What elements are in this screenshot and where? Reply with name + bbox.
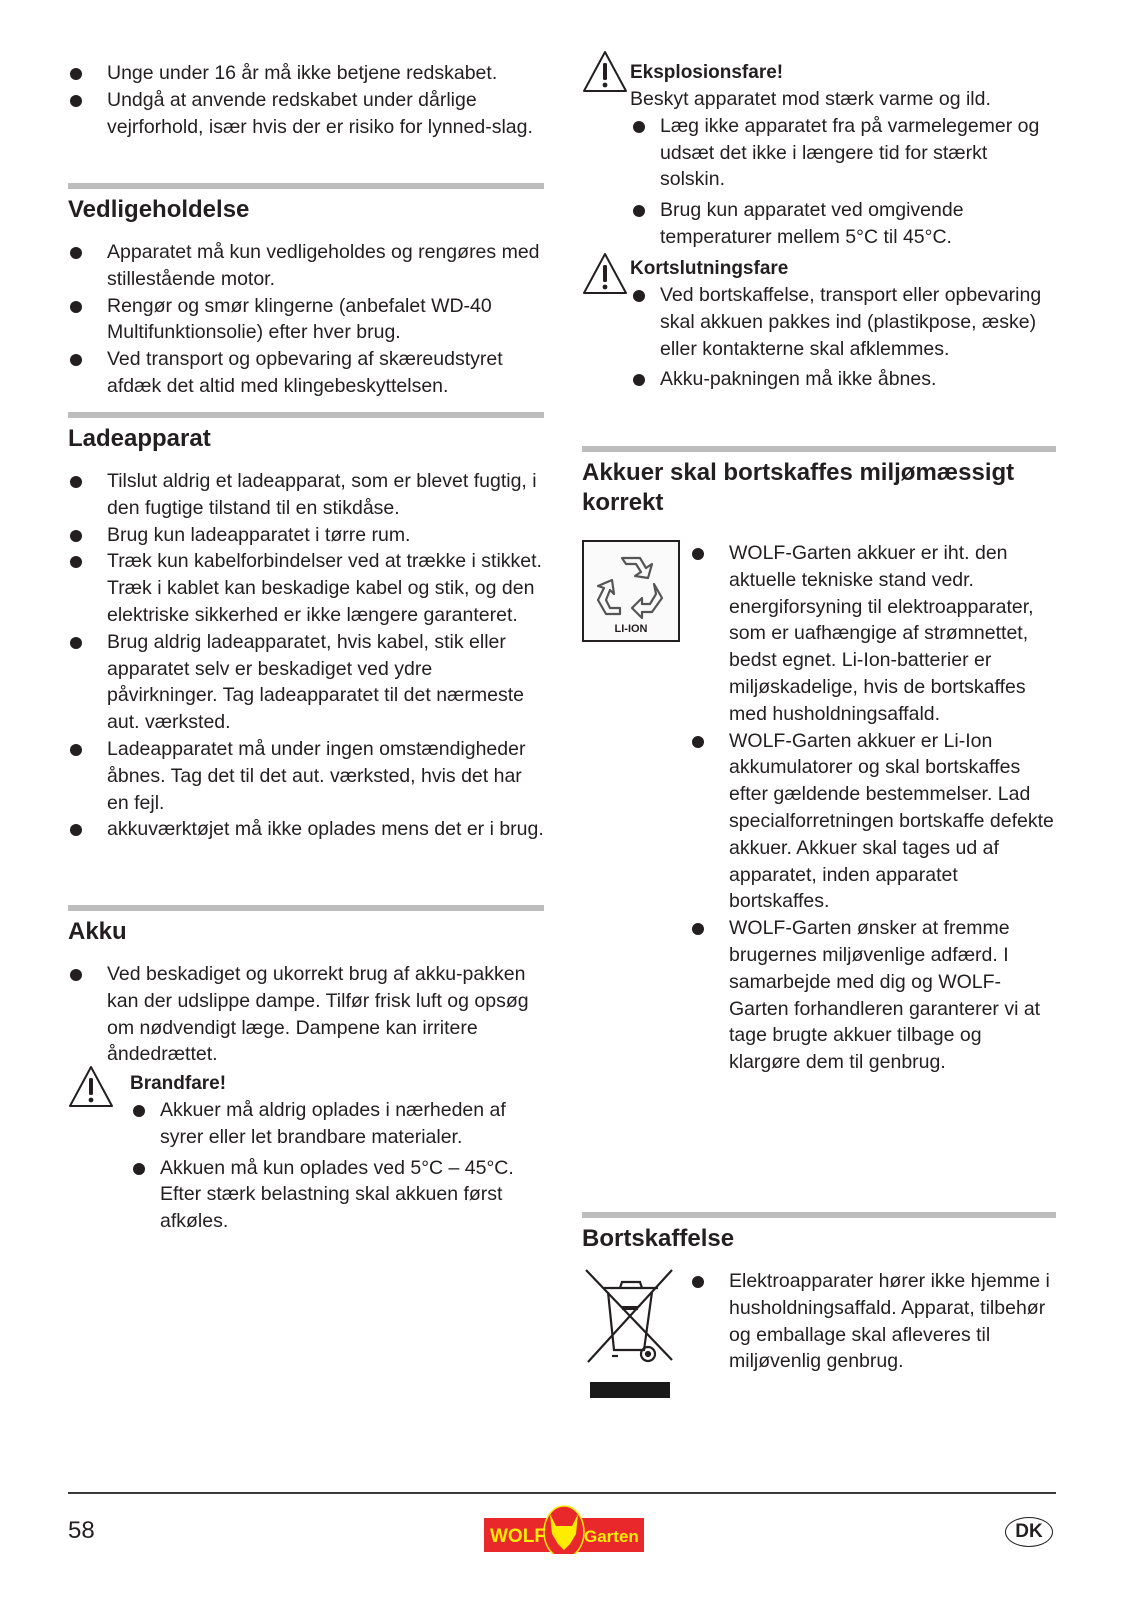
warning-title: Kortslutningsfare bbox=[630, 258, 789, 279]
bullet-icon bbox=[133, 1163, 145, 1175]
warning-title: Brandfare! bbox=[130, 1073, 227, 1094]
intro-section bbox=[68, 60, 544, 140]
bullet-icon bbox=[633, 121, 645, 133]
list-item: Ladeapparatet må under ingen omstændigheder åbnes. Tag det til det aut. værksted, hvis det har en fejl. bbox=[68, 736, 544, 816]
list-item: Akku-pakningen må ikke åbnes. bbox=[630, 366, 1056, 393]
bullet-icon bbox=[70, 744, 82, 756]
warning-lead-text: Beskyt apparatet mod stærk varme og ild. bbox=[630, 88, 991, 110]
bullet-icon bbox=[70, 354, 82, 366]
warning-bullet-list bbox=[630, 113, 1056, 251]
logo-wolf-text: WOLF bbox=[490, 1526, 546, 1547]
section-heading: Akkuer skal bortskaffes miljømæssigt korrekt bbox=[582, 459, 1015, 516]
section-heading: Akku bbox=[68, 918, 127, 945]
section-divider bbox=[68, 183, 544, 189]
bullet-icon bbox=[70, 969, 82, 981]
bullet-icon bbox=[692, 736, 704, 748]
section-heading: Vedligeholdelse bbox=[68, 196, 250, 223]
list-item: Brug kun apparatet ved omgivende temperaturer mellem 5°C til 45°C. bbox=[630, 197, 1056, 251]
bullet-icon bbox=[70, 95, 82, 107]
bullet-icon bbox=[70, 824, 82, 836]
bullet-icon bbox=[633, 205, 645, 217]
list-item: akkuværktøjet må ikke oplades mens det er i brug. bbox=[68, 816, 544, 843]
bullet-list bbox=[68, 961, 544, 1068]
bullet-icon bbox=[692, 548, 704, 560]
language-badge: DK bbox=[1005, 1517, 1053, 1547]
page-number: 58 bbox=[68, 1517, 95, 1544]
bullet-list bbox=[68, 239, 544, 400]
crossed-out-wheelie-bin-icon bbox=[582, 1268, 678, 1398]
list-item: Træk kun kabelforbindelser ved at trække i stikket. Træk i kablet kan beskadige kabel og stik, og den elektriske sikkerhed er ikke længere garanteret. bbox=[68, 548, 544, 628]
section-divider bbox=[68, 905, 544, 911]
bullet-icon bbox=[70, 247, 82, 259]
warning-bullet-list bbox=[130, 1097, 544, 1235]
section-divider bbox=[582, 446, 1056, 452]
bullet-icon bbox=[70, 68, 82, 80]
bullet-icon bbox=[692, 1276, 704, 1288]
section-akkuer-bortskaffes bbox=[582, 446, 1056, 518]
section-vedligeholdelse bbox=[68, 183, 544, 400]
bullet-icon bbox=[70, 301, 82, 313]
warning-bullet-list bbox=[630, 282, 1056, 393]
intro-bullet-list bbox=[68, 60, 544, 140]
section-divider bbox=[582, 1212, 1056, 1218]
bullet-icon bbox=[70, 530, 82, 542]
list-item: Ved transport og opbevaring af skæreudstyret afdæk det altid med klingebeskyttelsen. bbox=[68, 346, 544, 400]
warning-brandfare bbox=[68, 1065, 544, 1235]
bullet-icon bbox=[633, 290, 645, 302]
bullet-icon bbox=[633, 374, 645, 386]
section-bortskaffelse bbox=[582, 1212, 1056, 1254]
list-item: Brug aldrig ladeapparatet, hvis kabel, stik eller apparatet selv er beskadiget ved ydre påvirkninger. Tag ladeapparatet til det nærmeste aut. værksted. bbox=[68, 629, 544, 736]
list-item: Rengør og smør klingerne (anbefalet WD-40 Multifunktionsolie) efter hver brug. bbox=[68, 293, 544, 347]
list-item: WOLF-Garten akkuer er Li-Ion akkumulatorer og skal bortskaffes efter gældende bestemmelser. Lad specialforretningen bortskaffe defekte akkuer. Akkuer skal tages ud af apparatet, inden apparatet bortskaffes. bbox=[690, 728, 1056, 916]
list-item: Undgå at anvende redskabet under dårlige vejrforhold, især hvis der er risiko for lynned-slag. bbox=[68, 87, 544, 141]
list-item: Apparatet må kun vedligeholdes og rengøres med stillestående motor. bbox=[68, 239, 544, 293]
bullet-icon bbox=[70, 637, 82, 649]
bullet-icon bbox=[133, 1105, 145, 1117]
list-item: Ved bortskaffelse, transport eller opbevaring skal akkuen pakkes ind (plastikpose, æske) eller kontakterne skal afklemmes. bbox=[630, 282, 1056, 362]
section-akku bbox=[68, 905, 544, 1068]
akkuer-bortskaffes-content bbox=[582, 540, 1056, 1076]
section-heading: Ladeapparat bbox=[68, 425, 211, 452]
li-ion-label: LI-ION bbox=[614, 623, 648, 635]
list-item: Akkuen må kun oplades ved 5°C – 45°C. Efter stærk belastning skal akkuen først afkøles. bbox=[130, 1155, 544, 1235]
warning-title: Eksplosionsfare! bbox=[630, 62, 784, 83]
footer-divider bbox=[68, 1492, 1056, 1494]
list-item: Akkuer må aldrig oplades i nærheden af syrer eller let brandbare materialer. bbox=[130, 1097, 544, 1151]
list-item: WOLF-Garten akkuer er iht. den aktuelle tekniske stand vedr. energiforsyning til elektroapparater, som er uafhængige af strømnettet, bedst egnet. Li-Ion-batterier er miljøskadelige, hvis de bortskaffes med husholdningsaffald. bbox=[690, 540, 1056, 728]
section-ladeapparat bbox=[68, 412, 544, 843]
bullet-list bbox=[68, 468, 544, 843]
black-bar bbox=[590, 1382, 670, 1398]
warning-triangle-icon bbox=[582, 252, 628, 296]
bullet-icon bbox=[692, 923, 704, 935]
list-item: Elektroapparater hører ikke hjemme i husholdningsaffald. Apparat, tilbehør og emballage skal afleveres til miljøvenlig genbrug. bbox=[690, 1268, 1056, 1375]
warning-triangle-icon bbox=[68, 1065, 114, 1109]
list-item: WOLF-Garten ønsker at fremme brugernes miljøvenlige adfærd. I samarbejde med dig og WOLF-Garten forhandleren garanterer vi at tage brugte akkuer tilbage og klargøre dem til genbrug. bbox=[690, 915, 1056, 1076]
warning-triangle-icon bbox=[582, 50, 628, 94]
list-item: Unge under 16 år må ikke betjene redskabet. bbox=[68, 60, 544, 87]
bullet-icon bbox=[70, 476, 82, 488]
bullet-list bbox=[690, 1268, 1056, 1375]
list-item: Ved beskadiget og ukorrekt brug af akku-pakken kan der udslippe dampe. Tilfør frisk luft og opsøg om nødvendigt læge. Dampene kan irritere åndedrættet. bbox=[68, 961, 544, 1068]
list-item: Tilslut aldrig et ladeapparat, som er blevet fugtig, i den fugtige tilstand til en stikdåse. bbox=[68, 468, 544, 522]
logo-garten-text: Garten bbox=[584, 1527, 639, 1546]
section-heading: Bortskaffelse bbox=[582, 1225, 735, 1252]
bortskaffelse-content bbox=[582, 1268, 1056, 1375]
list-item: Læg ikke apparatet fra på varmelegemer og udsæt det ikke i længere tid for stærkt solskin. bbox=[630, 113, 1056, 193]
bullet-icon bbox=[70, 556, 82, 568]
bullet-list bbox=[690, 540, 1056, 1076]
warning-eksplosionsfare bbox=[582, 50, 1056, 251]
li-ion-recycling-icon bbox=[582, 540, 680, 642]
list-item: Brug kun ladeapparatet i tørre rum. bbox=[68, 522, 544, 549]
warning-kortslutningsfare bbox=[582, 252, 1056, 393]
section-divider bbox=[68, 412, 544, 418]
wolf-garten-logo bbox=[484, 1504, 644, 1554]
